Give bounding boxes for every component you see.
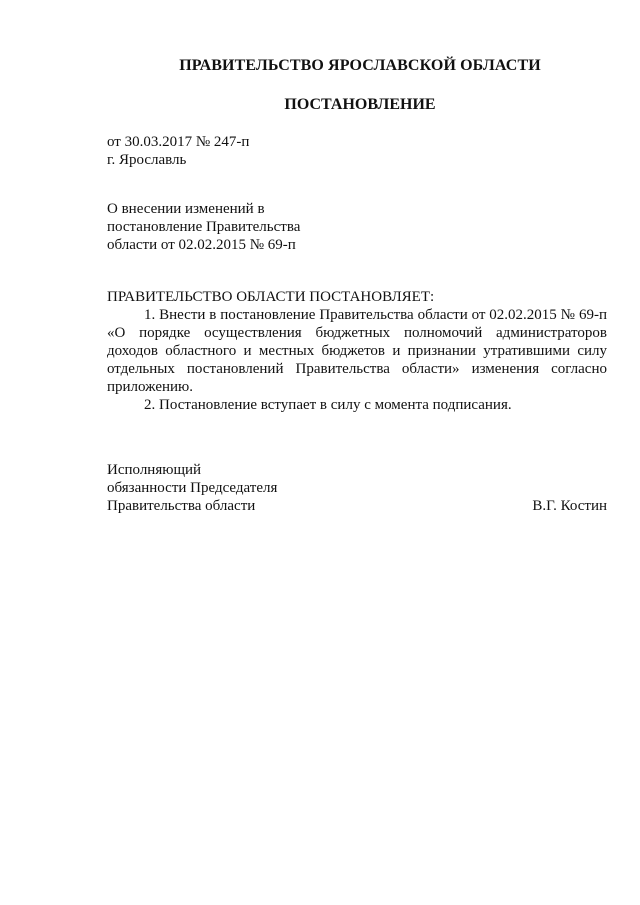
signature-line bbox=[107, 497, 607, 515]
document-type-title: ПОСТАНОВЛЕНИЕ bbox=[284, 96, 436, 113]
signatory-title-line-1: Исполняющий bbox=[107, 462, 202, 478]
city: г. Ярославль bbox=[107, 152, 187, 168]
signatory-title-line-3: Правительства области bbox=[107, 498, 256, 514]
document-subject bbox=[107, 200, 300, 254]
date-number: от 30.03.2017 № 247-п bbox=[107, 134, 250, 150]
resolution-intro: ПРАВИТЕЛЬСТВО ОБЛАСТИ ПОСТАНОВЛЯЕТ: bbox=[107, 289, 435, 305]
subject-line-3: области от 02.02.2015 № 69-п bbox=[107, 237, 296, 253]
resolution-item-1: 1. Внести в постановление Правительства области от 02.02.2015 № 69-п «О порядке осуществления бюджетных полномочий администраторов доходов областного и местных бюджетов и признании утратившими силу отдельных постановлений Правительства области» изменения согласно приложению. bbox=[107, 307, 607, 395]
signature-block bbox=[107, 461, 607, 515]
resolution-item-2: 2. Постановление вступает в силу с момента подписания. bbox=[144, 397, 512, 413]
document-body bbox=[107, 288, 607, 414]
signatory-title-line-2: обязанности Председателя bbox=[107, 480, 278, 496]
document-meta bbox=[107, 133, 249, 169]
subject-line-2: постановление Правительства bbox=[107, 219, 301, 235]
government-title: ПРАВИТЕЛЬСТВО ЯРОСЛАВСКОЙ ОБЛАСТИ bbox=[179, 57, 541, 74]
signatory-name: В.Г. Костин bbox=[532, 498, 607, 514]
subject-line-1: О внесении изменений в bbox=[107, 201, 265, 217]
